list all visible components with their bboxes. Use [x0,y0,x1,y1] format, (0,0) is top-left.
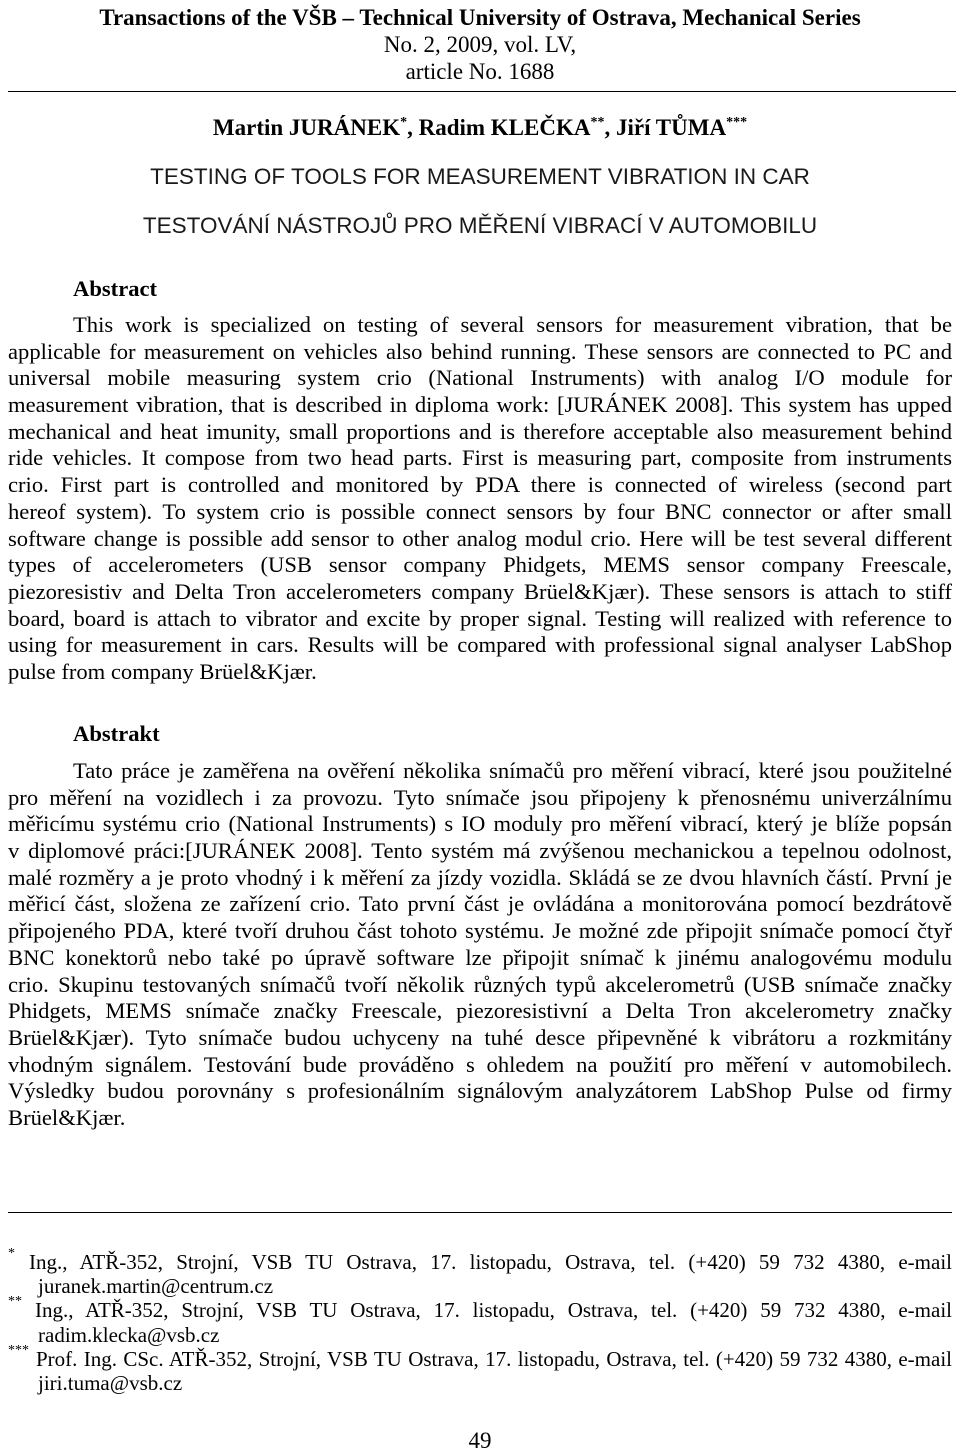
article-number: article No. 1688 [405,59,555,84]
journal-issue: No. 2, 2009, vol. LV, [383,32,577,57]
text-line: applicable for measurement on vehicles also behind running. These sensors are connected to PC and [8,338,952,364]
text-line: v diplomové práci:[JURÁNEK 2008]. Tento systém má zvýšenou mechanickou a tepelnou odolnost, [8,838,952,864]
footnote-mark: ** [8,1294,22,1310]
text-line: Tato práce je zaměřena na ověření několika snímačů pro měření vibrací, které jsou použitelné [73,758,952,783]
author-separator: , [407,115,419,140]
text-line: piezoresistiv and Delta Tron accelerometers company Brüel&Kjær). These sensors is attach to stiff [8,578,952,604]
footnote-email: juranek.martin@centrum.cz [38,1274,274,1299]
text-line: Výsledky budou porovnány s profesionálním signálovým analyzátorem LabShop Pulse od firmy [8,1078,952,1104]
footnote-affiliation: Ing., ATŘ-352, Strojní, VSB TU Ostrava, 17. listopadu, Ostrava, tel. (+420) 59 732 4380, e-mail [35,1298,952,1323]
page-number: 49 [468,1428,492,1453]
footnote-affiliation: Ing., ATŘ-352, Strojní, VSB TU Ostrava, 17. listopadu, Ostrava, tel. (+420) 59 732 4380, e-mail [29,1250,952,1274]
footnote-mark: * [8,1246,15,1261]
affiliation-mark: * [400,115,408,130]
text-line: hereof system). To system crio is possible connect sensors by four BNC connector or after small [8,498,952,524]
text-line: crio. First part is controlled and monitored by PDA there is connected of wireless (second part [8,472,952,498]
text-line: měřicímu systému crio (National Instruments) s IO moduly pro měření vibrací, který je blíže popsán [8,811,952,837]
text-line: vhodným signálem. Testování bude prováděno s ohledem na použití pro měření v automobilech. [8,1051,952,1077]
text-line: připojeného PDA, které tvoří druhou část tohoto systému. Je možné zde připojit snímače pomocí čtyř [8,918,952,944]
author-list [0,114,960,141]
text-line: měřicí část, složena ze zařízení crio. Tato první část je ovládána a monitorována pomocí bezdrátově [8,891,952,917]
footnote [0,1294,952,1347]
text-line: board, board is attach to vibrator and excite by proper signal. Testing will realized with reference to [8,605,952,631]
footnote-affiliation: Prof. Ing. CSc. ATŘ-352, Strojní, VSB TU Ostrava, 17. listopadu, Ostrava, tel. (+420) 59 732 4380, e-mail [36,1346,952,1371]
abstract-paragraph [8,312,952,686]
author-name: Radim KLEČKA [418,115,591,140]
footnote-separator [8,1212,952,1213]
footnotes [0,1246,952,1396]
abstrakt-paragraph [8,758,952,1132]
text-line: Brüel&Kjær). Tyto snímače budou uchyceny na tuhé desce připevněné k vibrátoru a rozkmitány [8,1024,952,1050]
text-line: universal mobile measuring system crio (National Instruments) with analog I/O module for [8,365,952,391]
text-line: measurement vibration, that is described in diploma work: [JURÁNEK 2008]. This system has upped [8,392,952,418]
text-line: mechanical and heat imunity, small proportions and is therefore acceptable also measurement behind [8,418,952,444]
text-line: types of accelerometers (USB sensor company Phidgets, MEMS sensor company Freescale, [8,552,952,578]
paper-title-czech: TESTOVÁNÍ NÁSTROJŮ PRO MĚŘENÍ VIBRACÍ V AUTOMOBILU [142,213,818,238]
footnote-email: jiri.tuma@vsb.cz [38,1371,183,1396]
text-line: ride vehicles. It compose from two head parts. First is measuring part, composite from instruments [8,445,952,471]
text-line: malé rozměry a je proto vhodný i k měření za jízdy vozidla. Skládá se ze dvou hlavních částí. První je [8,864,952,890]
text-line: crio. Skupinu testovaných snímačů tvoří několik různých typů akcelerometrů (USB snímače značky [8,971,952,997]
paper-title-english: TESTING OF TOOLS FOR MEASUREMENT VIBRATION IN CAR [150,164,810,189]
text-line: BNC konektorů nebo také po úpravě software lze připojit snímač k jinému analogovému modulu [8,944,952,970]
footnote-mark: *** [8,1342,29,1358]
footnote-email: radim.klecka@vsb.cz [38,1322,220,1347]
text-line: pulse from company Brüel&Kjær. [8,658,317,684]
footnote [0,1342,952,1396]
text-line: pro měření na vozidlech i za provozu. Tyto snímače jsou připojeny k přenosnému univerzálnímu [8,784,952,810]
abstract-heading: Abstract [73,276,158,301]
text-line: using for measurement in cars. Results will be compared with professional signal analyser LabShop [8,632,952,658]
author-separator: , [604,115,616,140]
text-line: Phidgets, MEMS snímače značky Freescale, piezoresistivní a Delta Tron akcelerometry značky [8,998,952,1024]
author-name: Martin JURÁNEK [212,115,401,140]
text-line: This work is specialized on testing of several sensors for measurement vibration, that be [73,312,952,337]
journal-series: Transactions of the VŠB – Technical University of Ostrava, Mechanical Series [99,5,861,30]
footnote [0,1246,952,1299]
text-line: Brüel&Kjær. [8,1104,126,1130]
abstrakt-heading: Abstrakt [73,721,160,746]
author-name: Jiří TŮMA [615,115,727,140]
affiliation-mark: *** [726,115,748,130]
text-line: software change is possible add sensor to other analog modul crio. Here will be test several different [8,525,952,551]
journal-header [0,4,960,85]
header-rule [8,91,956,92]
affiliation-mark: ** [590,115,605,130]
